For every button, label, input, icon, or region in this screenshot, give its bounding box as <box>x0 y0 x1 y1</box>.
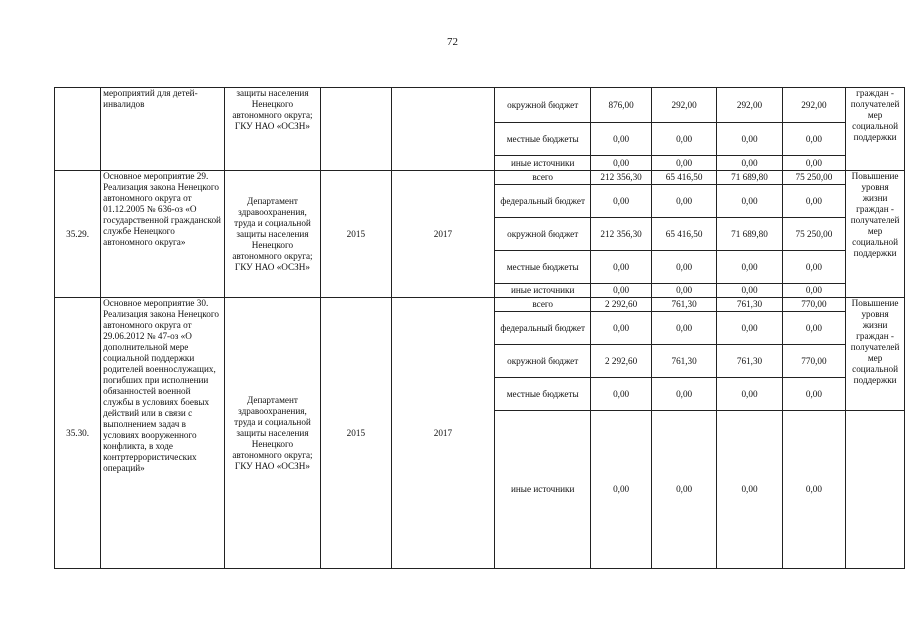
funding-year3: 0,00 <box>782 312 845 345</box>
start-year: 2015 <box>320 171 391 298</box>
table-row <box>55 298 905 312</box>
funding-year3: 0,00 <box>782 156 845 171</box>
funding-year3: 0,00 <box>782 185 845 218</box>
funding-year2: 0,00 <box>717 411 782 569</box>
funding-total: 0,00 <box>591 156 652 171</box>
funding-year3: 0,00 <box>782 251 845 284</box>
funding-year1: 761,30 <box>651 345 716 378</box>
funding-total: 212 356,30 <box>591 171 652 185</box>
end-year <box>391 88 494 171</box>
funding-year2: 0,00 <box>717 378 782 411</box>
expected-result: граждан - получателей мер социальной поддержки <box>846 88 905 171</box>
funding-year1: 0,00 <box>651 284 716 298</box>
activity-name: мероприятий для детей-инвалидов <box>101 88 225 171</box>
funding-year1: 0,00 <box>651 378 716 411</box>
page-number: 72 <box>447 36 458 48</box>
funding-source: местные бюджеты <box>495 251 591 284</box>
executor: Департамент здравоохранения, труда и социальной защиты населения Ненецкого автономного округа; ГКУ НАО «ОСЗН» <box>224 298 320 569</box>
funding-year3: 75 250,00 <box>782 218 845 251</box>
start-year <box>320 88 391 171</box>
row-code: 35.30. <box>55 298 101 569</box>
funding-total: 0,00 <box>591 312 652 345</box>
funding-source: всего <box>495 171 591 185</box>
funding-year3: 0,00 <box>782 411 845 569</box>
table-row <box>55 171 905 185</box>
funding-year3: 0,00 <box>782 284 845 298</box>
funding-year3: 292,00 <box>782 88 845 123</box>
funding-table <box>54 87 905 569</box>
funding-year2: 0,00 <box>717 251 782 284</box>
empty-result-cell <box>846 411 905 569</box>
row-code: 35.29. <box>55 171 101 298</box>
funding-source: всего <box>495 298 591 312</box>
funding-year2: 0,00 <box>717 312 782 345</box>
funding-total: 2 292,60 <box>591 298 652 312</box>
funding-year2: 761,30 <box>717 345 782 378</box>
funding-year2: 0,00 <box>717 123 782 156</box>
funding-year2: 761,30 <box>717 298 782 312</box>
funding-total: 0,00 <box>591 378 652 411</box>
funding-total: 0,00 <box>591 411 652 569</box>
funding-year1: 0,00 <box>651 411 716 569</box>
funding-year2: 292,00 <box>717 88 782 123</box>
row-code <box>55 88 101 171</box>
funding-source: федеральный бюджет <box>495 312 591 345</box>
funding-source: окружной бюджет <box>495 218 591 251</box>
funding-total: 2 292,60 <box>591 345 652 378</box>
funding-source: иные источники <box>495 411 591 569</box>
executor: защиты населения Ненецкого автономного округа; ГКУ НАО «ОСЗН» <box>224 88 320 171</box>
funding-year1: 65 416,50 <box>651 218 716 251</box>
funding-year1: 0,00 <box>651 185 716 218</box>
funding-source: федеральный бюджет <box>495 185 591 218</box>
start-year: 2015 <box>320 298 391 569</box>
funding-source: окружной бюджет <box>495 88 591 123</box>
funding-source: местные бюджеты <box>495 123 591 156</box>
funding-year3: 0,00 <box>782 123 845 156</box>
funding-year1: 761,30 <box>651 298 716 312</box>
funding-year3: 770,00 <box>782 345 845 378</box>
funding-year1: 0,00 <box>651 123 716 156</box>
funding-year1: 0,00 <box>651 156 716 171</box>
funding-year2: 71 689,80 <box>717 171 782 185</box>
funding-total: 876,00 <box>591 88 652 123</box>
funding-year2: 71 689,80 <box>717 218 782 251</box>
executor: Департамент здравоохранения, труда и социальной защиты населения Ненецкого автономного округа; ГКУ НАО «ОСЗН» <box>224 171 320 298</box>
funding-year3: 770,00 <box>782 298 845 312</box>
funding-year3: 0,00 <box>782 378 845 411</box>
funding-total: 0,00 <box>591 251 652 284</box>
funding-year1: 0,00 <box>651 251 716 284</box>
activity-name: Основное мероприятие 30. Реализация закона Ненецкого автономного округа от 29.06.2012 № 47-оз «О дополнительной мере социальной поддержки родителей военнослужащих, погибших при исполнении обязанностей военной службы в условиях боевых действий или в связи с выполнением задач в условиях вооруженного конфликта, в ходе контртеррористических операций» <box>101 298 225 569</box>
funding-total: 0,00 <box>591 123 652 156</box>
funding-total: 0,00 <box>591 284 652 298</box>
funding-year2: 0,00 <box>717 156 782 171</box>
funding-year2: 0,00 <box>717 284 782 298</box>
funding-total: 0,00 <box>591 185 652 218</box>
funding-year2: 0,00 <box>717 185 782 218</box>
funding-year3: 75 250,00 <box>782 171 845 185</box>
funding-total: 212 356,30 <box>591 218 652 251</box>
table-row <box>55 88 905 123</box>
funding-year1: 292,00 <box>651 88 716 123</box>
funding-source: иные источники <box>495 284 591 298</box>
funding-source: окружной бюджет <box>495 345 591 378</box>
funding-year1: 0,00 <box>651 312 716 345</box>
end-year: 2017 <box>391 171 494 298</box>
funding-source: иные источники <box>495 156 591 171</box>
funding-source: местные бюджеты <box>495 378 591 411</box>
end-year: 2017 <box>391 298 494 569</box>
funding-year1: 65 416,50 <box>651 171 716 185</box>
expected-result: Повышение уровня жизни граждан - получателей мер социальной поддержки <box>846 298 905 411</box>
expected-result: Повышение уровня жизни граждан - получателей мер социальной поддержки <box>846 171 905 298</box>
activity-name: Основное мероприятие 29. Реализация закона Ненецкого автономного округа от 01.12.2005 № 636-оз «О государственной гражданской службе Ненецкого автономного округа» <box>101 171 225 298</box>
